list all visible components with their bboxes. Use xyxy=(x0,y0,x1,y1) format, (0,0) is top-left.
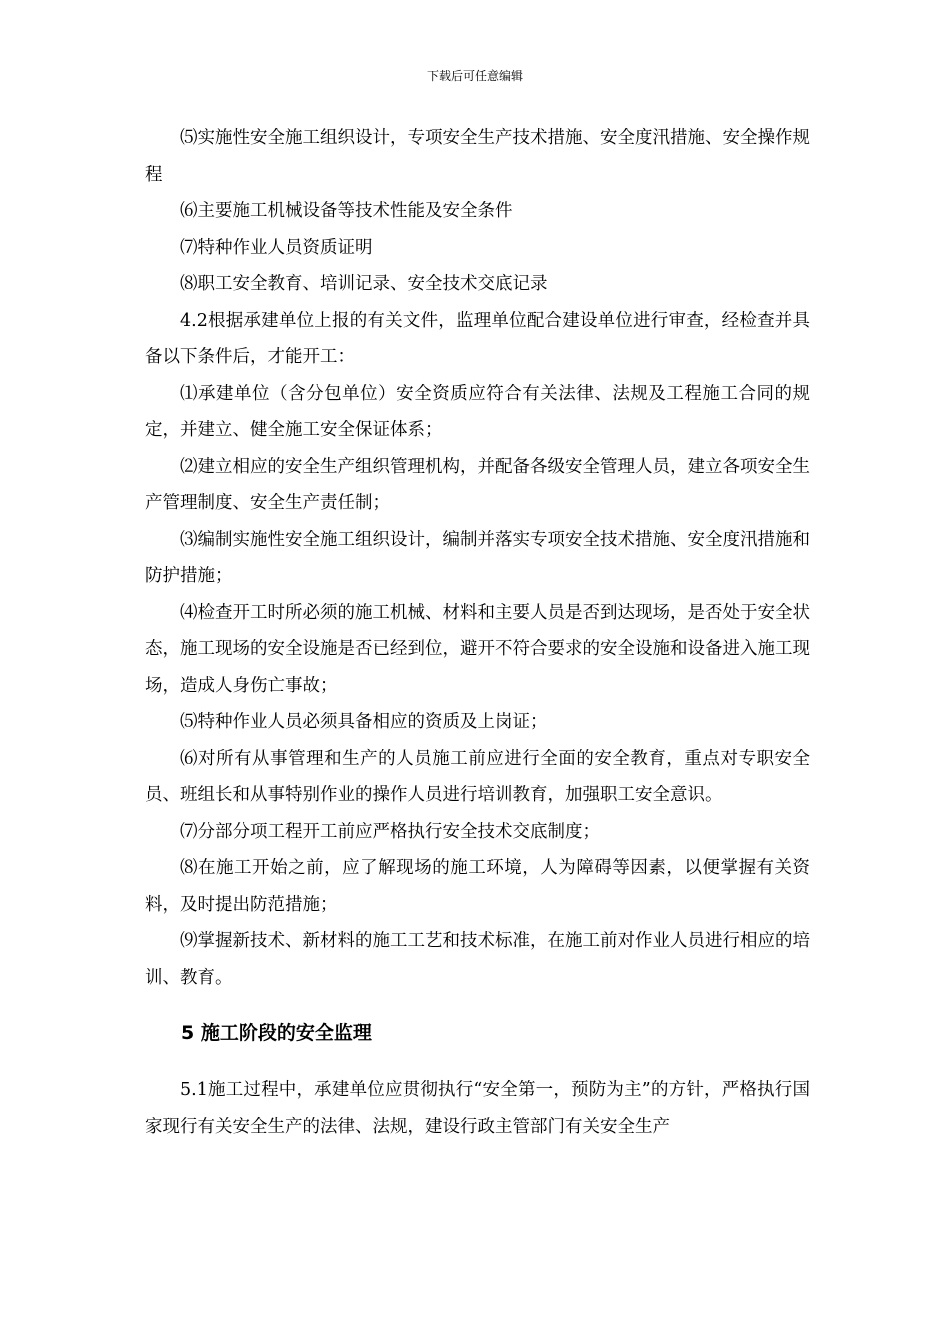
paragraph: ⑻职工安全教育、培训记录、安全技术交底记录 xyxy=(180,274,548,294)
paragraph: ⑻在施工开始之前，应了解现场的施工环境，人为障碍等因素，以便掌握有关资料，及时提出防范措施； xyxy=(145,858,810,915)
paragraph: ⑹主要施工机械设备等技术性能及安全条件 xyxy=(180,201,513,221)
paragraph: ⑸实施性安全施工组织设计，专项安全生产技术措施、安全度汛措施、安全操作规程 xyxy=(145,128,810,185)
paragraph: ⑼掌握新技术、新材料的施工工艺和技术标准，在施工前对作业人员进行相应的培训、教育。 xyxy=(145,931,810,988)
paragraph: ⑹对所有从事管理和生产的人员施工前应进行全面的安全教育，重点对专职安全员、班组长和从事特别作业的操作人员进行培训教育，加强职工安全意识。 xyxy=(145,748,810,805)
paragraph: 5.1施工过程中，承建单位应贯彻执行“安全第一，预防为主”的方针，严格执行国家现行有关安全生产的法律、法规，建设行政主管部门有关安全生产 xyxy=(145,1080,810,1137)
document-body xyxy=(145,120,810,1145)
paragraph: ⑶编制实施性安全施工组织设计，编制并落实专项安全技术措施、安全度汛措施和防护措施； xyxy=(145,529,810,586)
paragraph: ⑸特种作业人员必须具备相应的资质及上岗证； xyxy=(180,712,548,732)
paragraph: ⑵建立相应的安全生产组织管理机构，并配备各级安全管理人员，建立各项安全生产管理制度、安全生产责任制； xyxy=(145,456,810,513)
section-heading-wrapper xyxy=(145,1018,810,1048)
paragraph: ⑺特种作业人员资质证明 xyxy=(180,237,373,258)
paragraph: ⑺分部分项工程开工前应严格执行安全技术交底制度； xyxy=(180,821,600,842)
paragraph: 4.2根据承建单位上报的有关文件，监理单位配合建设单位进行审查，经检查并具备以下条件后，才能开工： xyxy=(145,310,810,367)
paragraph: ⑴承建单位（含分包单位）安全资质应符合有关法律、法规及工程施工合同的规定，并建立、健全施工安全保证体系； xyxy=(145,383,810,440)
paragraph: ⑷检查开工时所必须的施工机械、材料和主要人员是否到达现场，是否处于安全状态，施工现场的安全设施是否已经到位，避开不符合要求的安全设施和设备进入施工现场，造成人身伤亡事故； xyxy=(145,602,810,696)
section-heading: 5 施工阶段的安全监理 xyxy=(181,1022,372,1044)
page-header: 下载后可任意编辑 xyxy=(426,69,523,83)
